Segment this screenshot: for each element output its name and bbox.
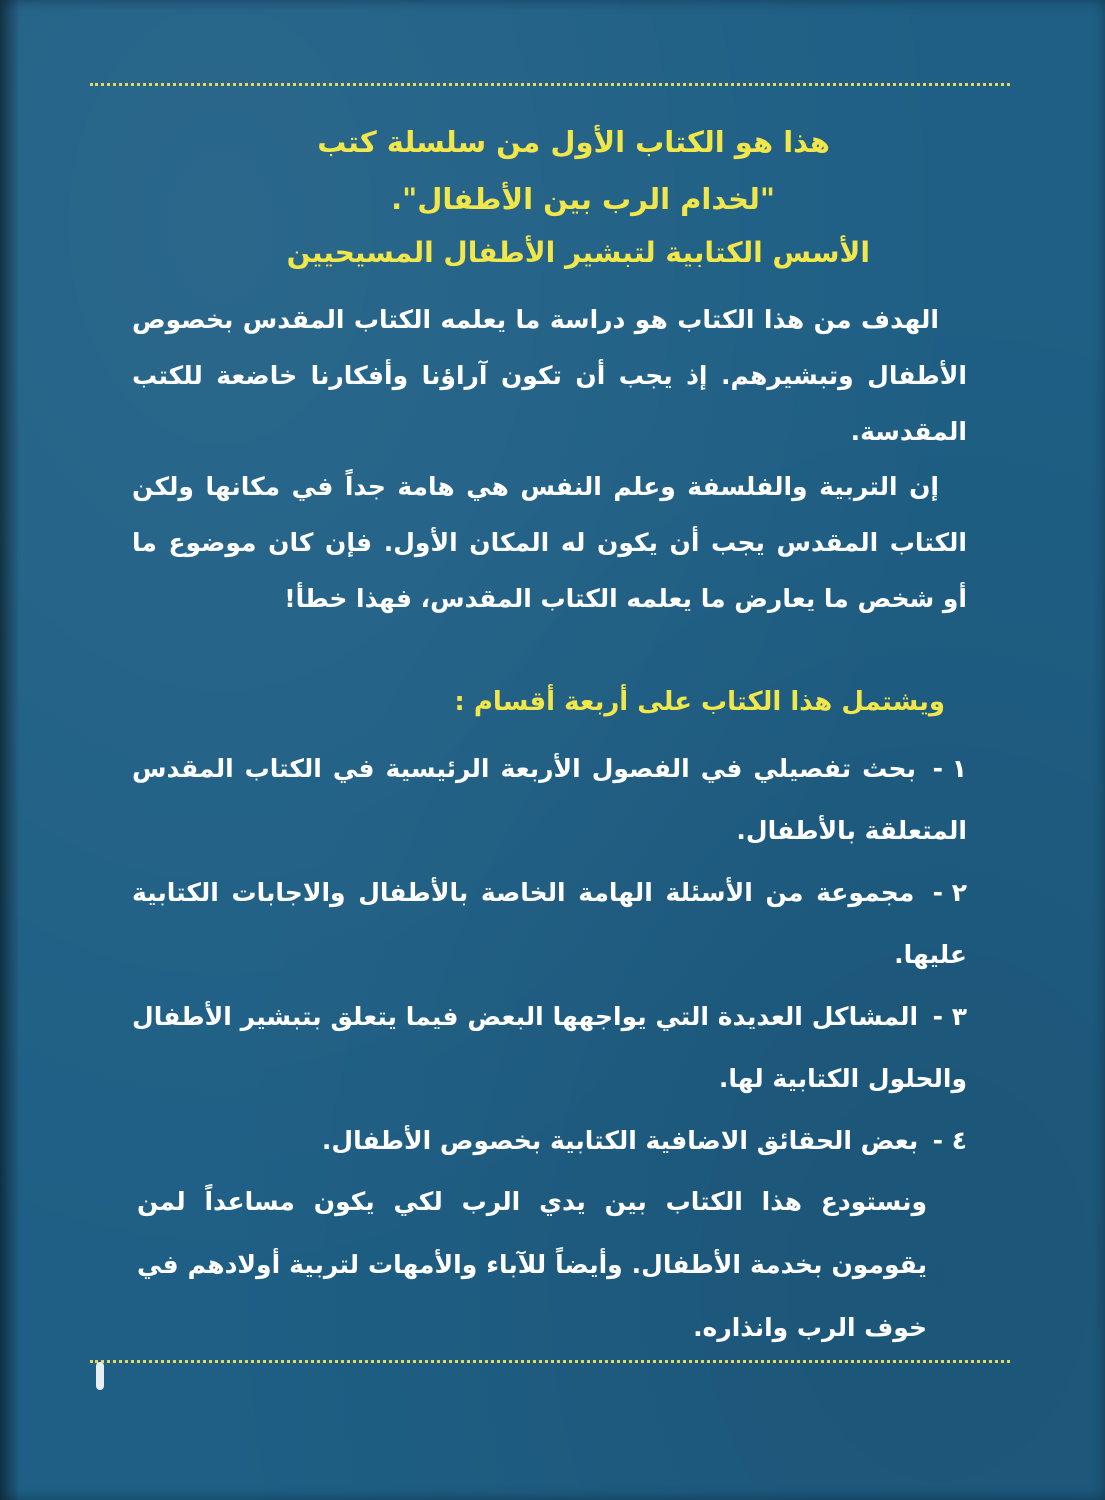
list-item [132, 738, 967, 862]
intro-paragraph [132, 292, 967, 460]
list-item [132, 862, 967, 986]
list-item-number: ٣ - [932, 1002, 967, 1031]
list-item-number: ١ - [932, 754, 967, 783]
heading-line-2: "لخدام الرب بين الأطفال". [391, 182, 775, 216]
sections-list [132, 738, 967, 1172]
list-item-text: بحث تفصيلي في الفصول الأربعة الرئيسية في الكتاب المقدس المتعلقة بالأطفال. [132, 754, 967, 845]
list-item-text: بعض الحقائق الاضافية الكتابية بخصوص الأطفال. [321, 1126, 919, 1155]
sections-intro: ويشتمل هذا الكتاب على أربعة أقسام : [454, 687, 945, 717]
heading-line-3: الأسس الكتابية لتبشير الأطفال المسيحيين [286, 236, 870, 269]
top-dotted-rule [90, 83, 1010, 86]
bottom-dotted-rule [90, 1360, 1010, 1363]
list-item-text: مجموعة من الأسئلة الهامة الخاصة بالأطفال والاجابات الكتابية عليها. [132, 878, 967, 969]
list-item [132, 1110, 967, 1172]
education-paragraph [132, 459, 967, 627]
closing-paragraph: ونستودع هذا الكتاب بين يدي الرب لكي يكون مساعداً لمن يقومون بخدمة الأطفال. وأيضاً للآباء والأمهات لتربية أولادهم في خوف الرب وانذاره. [137, 1187, 927, 1342]
staple-mark [96, 1362, 104, 1390]
list-item [132, 986, 967, 1110]
heading-line-1: هذا هو الكتاب الأول من سلسلة كتب [317, 125, 830, 159]
list-item-number: ٢ - [932, 878, 967, 907]
education-paragraph-text: إن التربية والفلسفة وعلم النفس هي هامة جداً في مكانها ولكن الكتاب المقدس يجب أن يكون له المكان الأول. فإن كان موضوع ما أو شخص ما يعارض ما يعلمه الكتاب المقدس، فهذا خطأ! [132, 472, 967, 613]
spine-shadow [0, 0, 18, 1500]
intro-paragraph-text: الهدف من هذا الكتاب هو دراسة ما يعلمه الكتاب المقدس بخصوص الأطفال وتبشيرهم. إذ يجب أن تكون آراؤنا وأفكارنا خاضعة للكتب المقدسة. [132, 305, 967, 446]
list-item-text: المشاكل العديدة التي يواجهها البعض فيما يتعلق بتبشير الأطفال والحلول الكتابية لها. [132, 1002, 967, 1093]
list-item-number: ٤ - [932, 1126, 967, 1155]
